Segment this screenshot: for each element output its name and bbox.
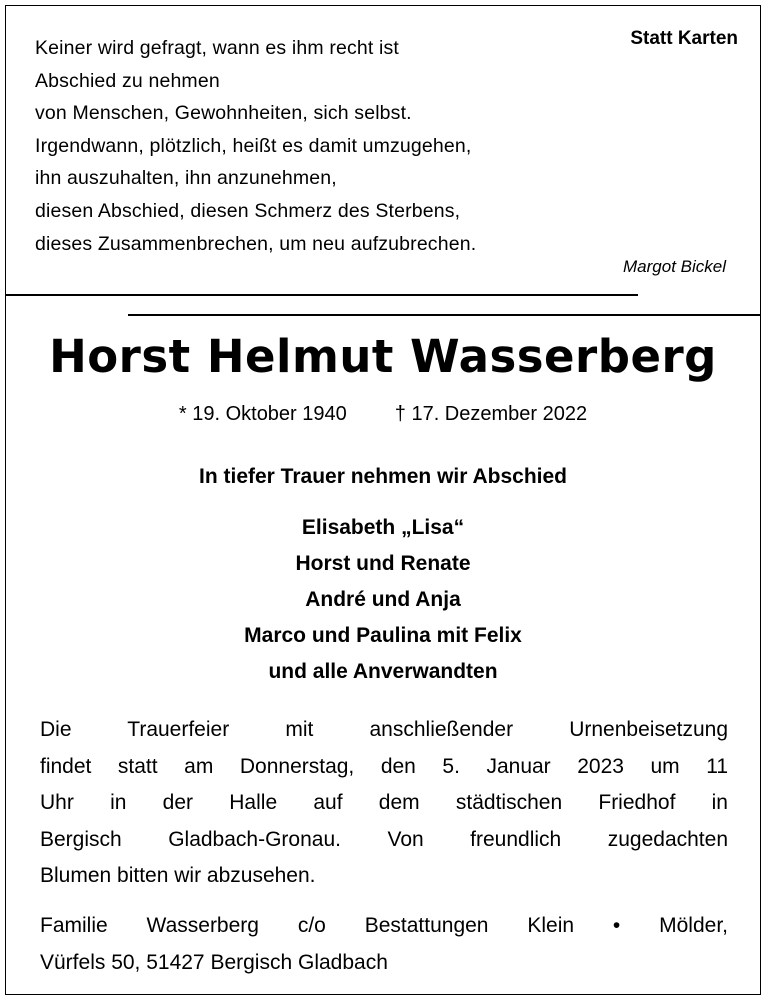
mourner: Marco und Paulina mit Felix xyxy=(244,624,522,647)
funeral-notice xyxy=(40,712,728,895)
poem-line: diesen Abschied, diesen Schmerz des Sterbens, xyxy=(35,199,461,222)
notice-line: Die Trauerfeier mit anschließender Urnenbeisetzung xyxy=(40,718,728,741)
life-dates xyxy=(0,403,766,426)
address-line: Familie Wasserberg c/o Bestattungen Klein • Mölder, xyxy=(40,914,728,937)
mourner: Elisabeth „Lisa“ xyxy=(301,516,465,539)
poem-line: dieses Zusammenbrechen, um neu aufzubrechen. xyxy=(35,232,477,255)
notice-line: Blumen bitten wir abzusehen. xyxy=(40,864,316,887)
notice-line: Uhr in der Halle auf dem städtischen Friedhof in xyxy=(40,791,728,814)
mourner: Horst und Renate xyxy=(295,552,471,575)
poem-line: ihn auszuhalten, ihn anzunehmen, xyxy=(35,167,337,190)
statt-karten-label: Statt Karten xyxy=(630,28,738,49)
poem-author: Margot Bickel xyxy=(623,257,726,276)
family-address xyxy=(40,907,728,981)
address-line: Vürfels 50, 51427 Bergisch Gladbach xyxy=(40,951,388,974)
poem-line: Abschied zu nehmen xyxy=(35,69,220,92)
poem-line: von Menschen, Gewohnheiten, sich selbst. xyxy=(35,102,412,125)
divider-top xyxy=(5,294,638,296)
deceased-name: Horst Helmut Wasserberg xyxy=(49,330,717,383)
birth-date: * 19. Oktober 1940 xyxy=(178,403,347,425)
poem-line: Irgendwann, plötzlich, heißt es damit umzugehen, xyxy=(35,134,472,157)
poem-line: Keiner wird gefragt, wann es ihm recht ist xyxy=(35,37,399,59)
poem xyxy=(35,32,595,260)
death-date: † 17. Dezember 2022 xyxy=(394,403,588,425)
mourners-list xyxy=(0,510,766,690)
mourner: und alle Anverwandten xyxy=(268,660,498,683)
mourner: André und Anja xyxy=(305,588,461,611)
divider-bottom xyxy=(128,314,761,316)
notice-line: Bergisch Gladbach-Gronau. Von freundlich zugedachten xyxy=(40,827,728,851)
mourning-heading: In tiefer Trauer nehmen wir Abschied xyxy=(199,465,567,488)
notice-line: findet statt am Donnerstag, den 5. Januar 2023 um 11 xyxy=(40,754,728,778)
